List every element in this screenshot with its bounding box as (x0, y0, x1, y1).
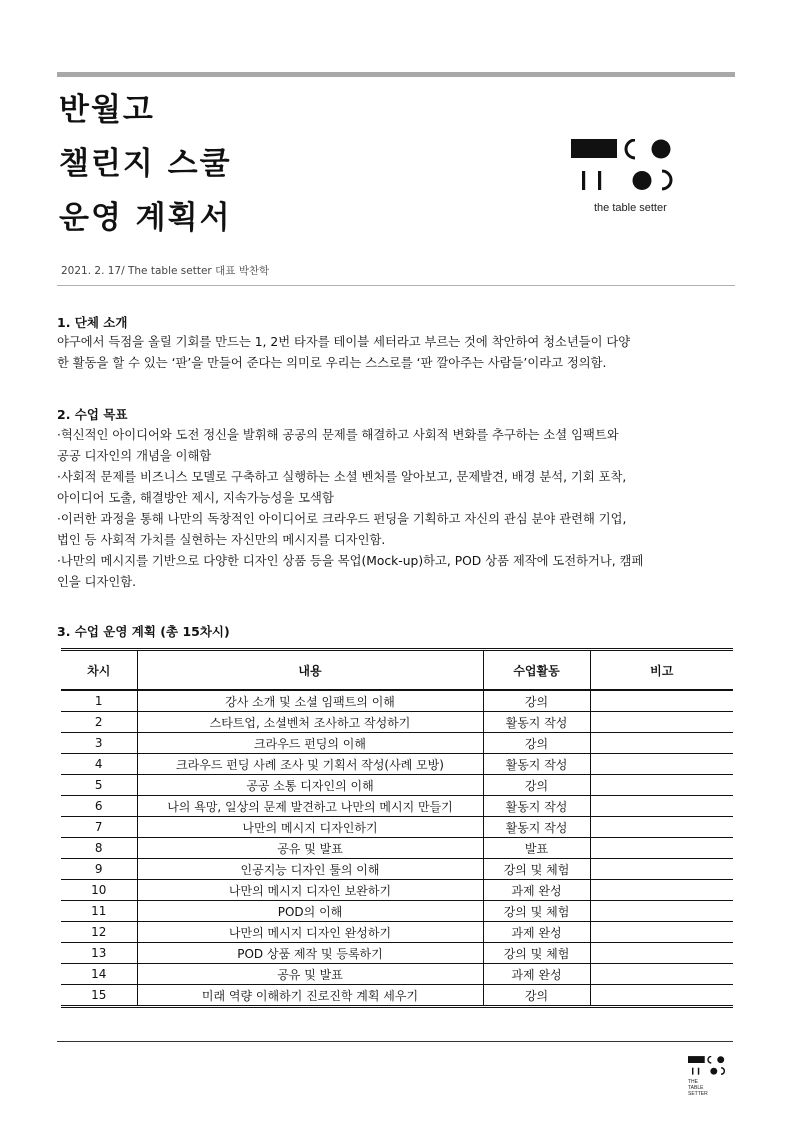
content-cell: 미래 역량 이해하기 진로진학 계획 세우기 (137, 985, 483, 1007)
activity-cell: 과제 완성 (483, 964, 590, 985)
session-cell: 11 (61, 901, 137, 922)
note-cell (590, 880, 733, 901)
footer-logo (688, 1056, 728, 1078)
footer-caption (688, 1079, 708, 1097)
goals-line: ·혁신적인 아이디어와 도전 정신을 발휘해 공공의 문제를 해결하고 사회적 변화를 추구하는 소셜 임팩트와 (57, 428, 619, 442)
lesson-plan-table (61, 648, 733, 1008)
content-cell: 나만의 메시지 디자인하기 (137, 817, 483, 838)
activity-cell: 활동지 작성 (483, 817, 590, 838)
table-row (61, 943, 733, 964)
title-line-2: 챌린지 스쿨 (59, 146, 232, 182)
content-cell: 공유 및 발표 (137, 964, 483, 985)
intro-paragraph (57, 332, 737, 374)
activity-cell: 과제 완성 (483, 922, 590, 943)
session-cell: 12 (61, 922, 137, 943)
session-cell: 14 (61, 964, 137, 985)
footer-caption-line: SETTER (688, 1091, 708, 1097)
session-cell: 10 (61, 880, 137, 901)
table-row (61, 985, 733, 1007)
session-cell: 15 (61, 985, 137, 1007)
bottom-rule (57, 1041, 733, 1042)
table-row (61, 901, 733, 922)
content-cell: POD 상품 제작 및 등록하기 (137, 943, 483, 964)
activity-cell: 강의 및 체험 (483, 943, 590, 964)
activity-cell: 강의 및 체험 (483, 901, 590, 922)
note-cell (590, 775, 733, 796)
activity-cell: 강의 (483, 775, 590, 796)
goals-line: ·사회적 문제를 비즈니스 모델로 구축하고 실행하는 소셜 벤처를 알아보고, 문제발견, 배경 분석, 기회 포착, (57, 470, 627, 484)
activity-cell: 활동지 작성 (483, 796, 590, 817)
column-header-note: 비고 (590, 650, 733, 691)
content-cell: POD의 이해 (137, 901, 483, 922)
footer-caption-line: THE (688, 1079, 698, 1085)
note-cell (590, 712, 733, 733)
table-row (61, 775, 733, 796)
plan-heading: 3. 수업 운영 계획 (총 15차시) (57, 624, 230, 639)
session-cell: 4 (61, 754, 137, 775)
document-title (59, 84, 232, 246)
intro-line: 한 활동을 할 수 있는 ‘판’을 만들어 준다는 의미로 우리는 스스로를 ‘판 깔아주는 사람들’이라고 정의함. (57, 356, 607, 370)
activity-cell: 강의 (483, 985, 590, 1007)
note-cell (590, 754, 733, 775)
document-meta: 2021. 2. 17/ The table setter 대표 박찬학 (61, 265, 270, 277)
table-setter-logo (571, 139, 681, 199)
session-cell: 8 (61, 838, 137, 859)
title-line-3: 운영 계획서 (59, 200, 232, 236)
content-cell: 크라우드 펀딩 사례 조사 및 기획서 작성(사례 모방) (137, 754, 483, 775)
session-cell: 5 (61, 775, 137, 796)
title-line-1: 반월고 (59, 92, 155, 128)
table-row (61, 838, 733, 859)
intro-heading: 1. 단체 소개 (57, 315, 128, 330)
table-row (61, 817, 733, 838)
table-row (61, 733, 733, 754)
activity-cell: 강의 (483, 733, 590, 754)
content-cell: 인공지능 디자인 툴의 이해 (137, 859, 483, 880)
content-cell: 공공 소통 디자인의 이해 (137, 775, 483, 796)
session-cell: 2 (61, 712, 137, 733)
note-cell (590, 922, 733, 943)
table-row (61, 754, 733, 775)
note-cell (590, 985, 733, 1007)
content-cell: 크라우드 펀딩의 이해 (137, 733, 483, 754)
meta-rule (57, 285, 735, 286)
note-cell (590, 964, 733, 985)
content-cell: 강사 소개 및 소셜 임팩트의 이해 (137, 690, 483, 712)
session-cell: 13 (61, 943, 137, 964)
session-cell: 1 (61, 690, 137, 712)
goals-line: 공공 디자인의 개념을 이해함 (57, 449, 212, 463)
activity-cell: 과제 완성 (483, 880, 590, 901)
goals-line: ·나만의 메시지를 기반으로 다양한 디자인 상품 등을 목업(Mock-up)하고, POD 상품 제작에 도전하거나, 캠페 (57, 554, 644, 568)
session-cell: 9 (61, 859, 137, 880)
table-row (61, 712, 733, 733)
footer-caption-line: TABLE (688, 1085, 704, 1091)
activity-cell: 발표 (483, 838, 590, 859)
column-header-activity: 수업활동 (483, 650, 590, 691)
content-cell: 공유 및 발표 (137, 838, 483, 859)
table-row (61, 859, 733, 880)
table-row (61, 690, 733, 712)
table-row (61, 922, 733, 943)
table-body (61, 690, 733, 1007)
note-cell (590, 817, 733, 838)
content-cell: 나의 욕망, 일상의 문제 발견하고 나만의 메시지 만들기 (137, 796, 483, 817)
session-cell: 6 (61, 796, 137, 817)
logo-caption: the table setter (594, 202, 667, 214)
table-row (61, 880, 733, 901)
note-cell (590, 838, 733, 859)
note-cell (590, 733, 733, 754)
content-cell: 나만의 메시지 디자인 완성하기 (137, 922, 483, 943)
goals-line: ·이러한 과정을 통해 나만의 독창적인 아이디어로 크라우드 펀딩을 기획하고 자신의 관심 분야 관련해 기업, (57, 512, 627, 526)
column-header-content: 내용 (137, 650, 483, 691)
table-row (61, 796, 733, 817)
goals-paragraph (57, 425, 737, 593)
note-cell (590, 943, 733, 964)
note-cell (590, 901, 733, 922)
intro-line: 야구에서 득점을 올릴 기회를 만드는 1, 2번 타자를 테이블 세터라고 부르는 것에 착안하여 청소년들이 다양 (57, 335, 631, 349)
content-cell: 나만의 메시지 디자인 보완하기 (137, 880, 483, 901)
activity-cell: 활동지 작성 (483, 754, 590, 775)
goals-line: 법인 등 사회적 가치를 실현하는 자신만의 메시지를 디자인함. (57, 533, 386, 547)
note-cell (590, 859, 733, 880)
table-header-row (61, 650, 733, 691)
activity-cell: 강의 (483, 690, 590, 712)
session-cell: 7 (61, 817, 137, 838)
column-header-session: 차시 (61, 650, 137, 691)
goals-heading: 2. 수업 목표 (57, 407, 128, 422)
activity-cell: 활동지 작성 (483, 712, 590, 733)
note-cell (590, 796, 733, 817)
top-rule (57, 72, 735, 77)
activity-cell: 강의 및 체험 (483, 859, 590, 880)
session-cell: 3 (61, 733, 137, 754)
goals-line: 아이디어 도출, 해결방안 제시, 지속가능성을 모색함 (57, 491, 334, 505)
content-cell: 스타트업, 소셜벤처 조사하고 작성하기 (137, 712, 483, 733)
table-row (61, 964, 733, 985)
note-cell (590, 690, 733, 712)
goals-line: 인을 디자인함. (57, 575, 137, 589)
